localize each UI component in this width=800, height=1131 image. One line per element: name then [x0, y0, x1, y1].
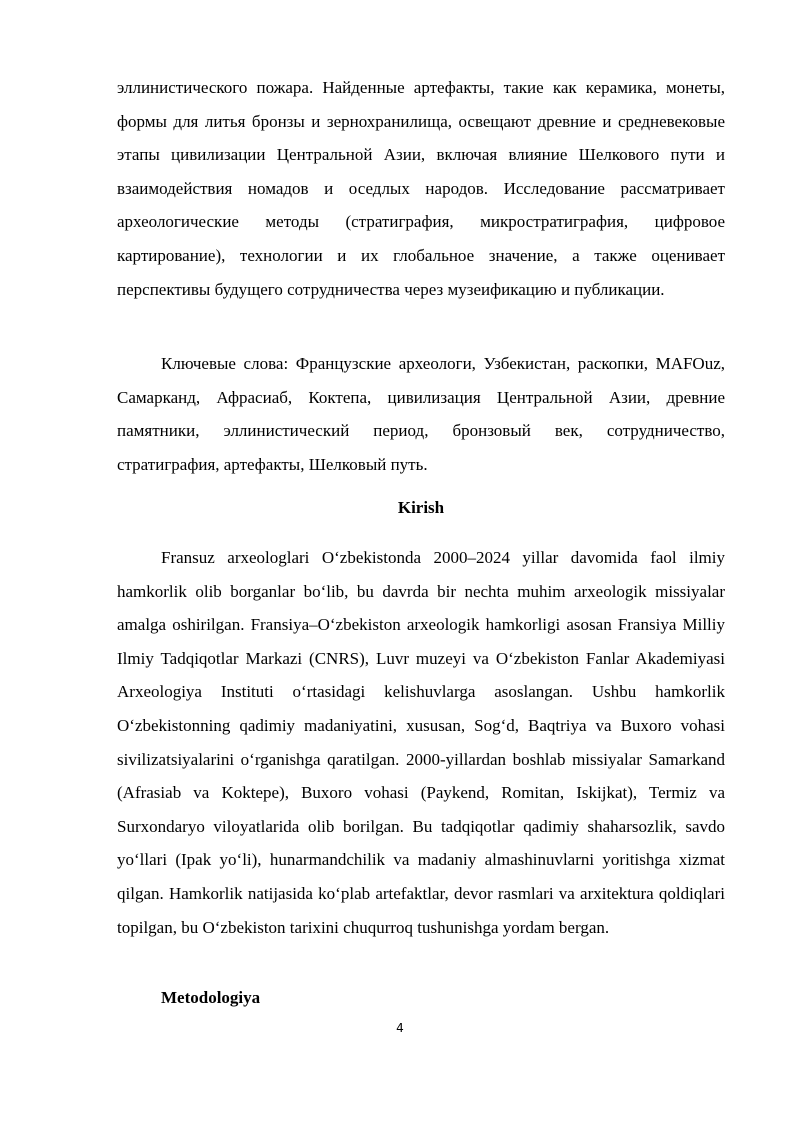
keywords-paragraph: Ключевые слова: Французские археологи, Узбекистан, раскопки, MAFOuz, Самарканд, Афрасиаб, Коктепа, цивилизация Центральной Азии, древние памятники, эллинистический период, бронзовый век, сотрудничество, стратиграфия, артефакты, Шелковый путь.	[117, 354, 725, 474]
section-heading-metodologiya: Metodologiya	[161, 988, 261, 1007]
section-heading-kirish: Kirish	[397, 498, 445, 517]
abstract-continuation-paragraph: эллинистического пожара. Найденные артефакты, такие как керамика, монеты, формы для литья бронзы и зернохранилища, освещают древние и средневековые этапы цивилизации Центральной Азии, включая влияние Шелкового пути и взаимодействия номадов и оседлых народов. Исследование рассматривает археологические методы (стратиграфия, микростратиграфия, цифровое картирование), технологии и их глобальное значение, а также оценивает перспективы будущего сотрудничества через музеификацию и публикации.	[117, 78, 725, 299]
intro-paragraph: Fransuz arxeologlari Oʻzbekistonda 2000–2024 yillar davomida faol ilmiy hamkorlik olib borganlar boʻlib, bu davrda bir nechta muhim arxeologik missiyalar amalga oshirilgan. Fransiya–Oʻzbekiston arxeologik hamkorligi asosan Fransiya Milliy Ilmiy Tadqiqotlar Markazi (CNRS), Luvr muzeyi va Oʻzbekiston Fanlar Akademiyasi Arxeologiya Instituti oʻrtasidagi kelishuvlarga asoslangan. Ushbu hamkorlik Oʻzbekistonning qadimiy madaniyatini, xususan, Sogʻd, Baqtriya va Buxoro vohasi sivilizatsiyalarini oʻrganishga qaratilgan. 2000-yillardan boshlab missiyalar Samarkand (Afrasiab va Koktepe), Buxoro vohasi (Paykend, Romitan, Iskijkat), Termiz va Surxondaryo viloyatlarida olib borilgan. Bu tadqiqotlar qadimiy shaharsozlik, savdo yoʻllari (Ipak yoʻli), hunarmandchilik va madaniy almashinuvlarni yoritishga xizmat qilgan. Hamkorlik natijasida koʻplab artefaktlar, devor rasmlari va arxitektura qoldiqlari topilgan, bu Oʻzbekiston tarixini chuqurroq tushunishga yordam bergan.	[117, 548, 725, 937]
page-number: 4	[396, 1021, 404, 1035]
